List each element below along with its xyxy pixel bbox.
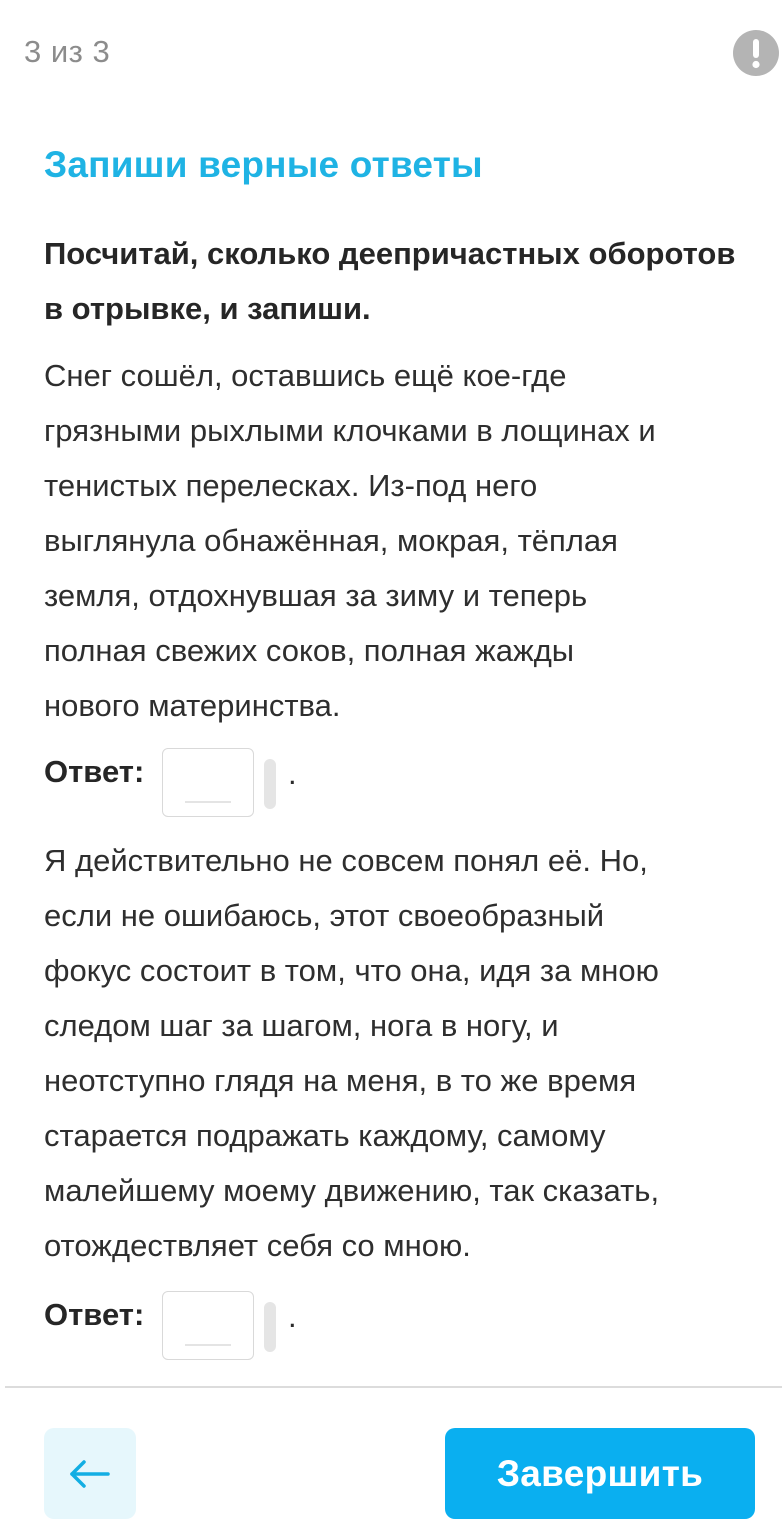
- task-instruction: Посчитай, сколько деепричастных оборотов в отрывке, и запиши.: [44, 236, 736, 326]
- arrow-left-icon: [68, 1459, 112, 1489]
- task-title: Запиши верные ответы: [44, 144, 483, 185]
- answer-input-1[interactable]: [162, 748, 254, 817]
- drag-handle[interactable]: [264, 759, 276, 809]
- answer-label: Ответ:: [44, 754, 145, 789]
- answer-suffix: .: [288, 756, 297, 791]
- answer-input-2[interactable]: [162, 1291, 254, 1360]
- answer-suffix: .: [288, 1299, 297, 1334]
- drag-handle[interactable]: [264, 1302, 276, 1352]
- finish-button[interactable]: Завершить: [445, 1428, 755, 1519]
- passage-text-2: Я действительно не совсем понял её. Но, если не ошибаюсь, этот своеобразный фокус состоит в том, что она, идя за мною следом шаг за шагом, нога в ногу, и неотступно глядя на меня, в то же время старается подражать каждому, самому малейшему моему движению, так сказать, отождествляет себя со мною.: [44, 843, 660, 1263]
- progress-counter: 3 из 3: [24, 34, 111, 69]
- report-button[interactable]: [733, 30, 779, 76]
- passage-text-1: Снег сошёл, оставшись ещё кое-где грязными рыхлыми клочками в лощинах и тенистых перелесках. Из-под него выглянула обнажённая, мокрая, тёплая земля, отдохнувшая за зиму и теперь полная свежих соков, полная жажды нового материнства.: [44, 358, 656, 723]
- answer-label: Ответ:: [44, 1297, 145, 1332]
- footer-divider: [5, 1386, 782, 1388]
- exclamation-icon: [733, 30, 779, 76]
- back-button[interactable]: [44, 1428, 136, 1519]
